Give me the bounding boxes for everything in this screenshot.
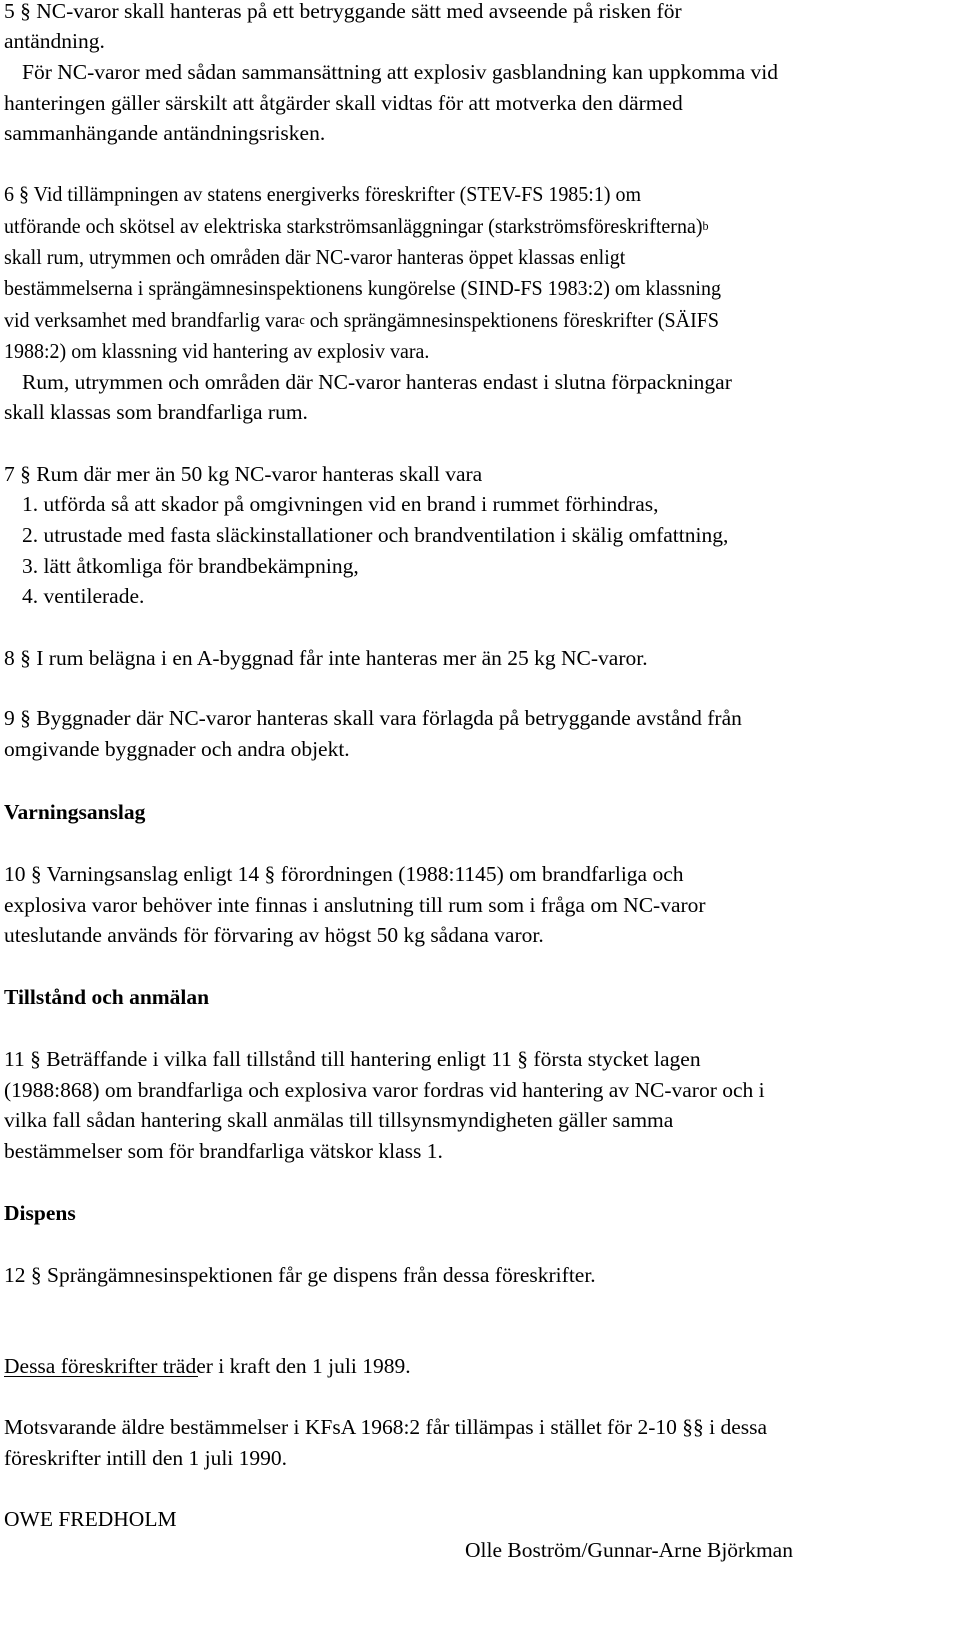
section-heading: Tillstånd och anmälan bbox=[4, 985, 210, 1009]
section-heading: Varningsanslag bbox=[4, 800, 146, 824]
p6-line: skall rum, utrymmen och områden där NC-varor hanteras öppet klassas enligt bbox=[4, 245, 626, 269]
p11-line: (1988:868) om brandfarliga och explosiva varor fordras vid hantering av NC-varor och i bbox=[4, 1078, 765, 1102]
list-item: 2. utrustade med fasta släckinstallationer och brandventilation i skälig omfattning, bbox=[22, 523, 729, 547]
p6-text: och sprängämnesinspektionens föreskrifter (SÄIFS bbox=[304, 308, 720, 332]
p10-line: uteslutande används för förvaring av högst 50 kg sådana varor. bbox=[4, 923, 544, 947]
p6-text: vid verksamhet med brandfarlig vara bbox=[4, 308, 300, 332]
p9-line: omgivande byggnader och andra objekt. bbox=[4, 737, 350, 761]
p6-line: skall klassas som brandfarliga rum. bbox=[4, 400, 308, 424]
footnote-marker: b bbox=[702, 218, 709, 233]
p10-line: explosiva varor behöver inte finnas i anslutning till rum som i fråga om NC-varor bbox=[4, 893, 706, 917]
p5-line: sammanhängande antändningsrisken. bbox=[4, 121, 326, 145]
p11-line: vilka fall sådan hantering skall anmälas till tillsynsmyndigheten gäller samma bbox=[4, 1108, 674, 1132]
p5-line: hanteringen gäller särskilt att åtgärder skall vidtas för att motverka den därmed bbox=[4, 91, 683, 115]
p11-line: bestämmelser som för brandfarliga vätskor klass 1. bbox=[4, 1139, 443, 1163]
effective-date-line: Dessa föreskrifter träder i kraft den 1 juli 1989. bbox=[4, 1354, 411, 1378]
footnote-marker: c bbox=[299, 312, 305, 327]
p5-line: För NC-varor med sådan sammansättning att explosiv gasblandning kan uppkomma vid bbox=[22, 60, 778, 84]
signature-right: Olle Boström/Gunnar-Arne Björkman bbox=[465, 1538, 793, 1562]
list-item: 1. utförda så att skador på omgivningen vid en brand i rummet förhindras, bbox=[22, 492, 659, 516]
p9-line: 9 § Byggnader där NC-varor hanteras skall vara förlagda på betryggande avstånd från bbox=[4, 706, 742, 730]
p5-line: antändning. bbox=[4, 29, 105, 53]
p6-line: Rum, utrymmen och områden där NC-varor hanteras endast i slutna förpackningar bbox=[22, 370, 732, 394]
p8-line: 8 § I rum belägna i en A-byggnad får inte hanteras mer än 25 kg NC-varor. bbox=[4, 646, 648, 670]
p6-line bbox=[4, 211, 709, 241]
p6-text: utförande och skötsel av elektriska starkströmsanläggningar (starkströmsföreskrifterna) bbox=[4, 214, 703, 238]
section-heading: Dispens bbox=[4, 1201, 76, 1225]
transition-line: Motsvarande äldre bestämmelser i KFsA 1968:2 får tillämpas i stället för 2-10 §§ i dessa bbox=[4, 1415, 768, 1439]
p5-line: 5 § NC-varor skall hanteras på ett betryggande sätt med avseende på risken för bbox=[4, 0, 682, 23]
p10-line: 10 § Varningsanslag enligt 14 § förordningen (1988:1145) om brandfarliga och bbox=[4, 862, 684, 886]
p6-line bbox=[4, 305, 719, 335]
list-item: 4. ventilerade. bbox=[22, 584, 145, 608]
p6-line: 1988:2) om klassning vid hantering av explosiv vara. bbox=[4, 339, 430, 363]
p7-intro: 7 § Rum där mer än 50 kg NC-varor hanteras skall vara bbox=[4, 462, 483, 486]
p6-line: bestämmelserna i sprängämnesinspektionens kungörelse (SIND-FS 1983:2) om klassning bbox=[4, 276, 721, 300]
p11-line: 11 § Beträffande i vilka fall tillstånd till hantering enligt 11 § första stycket lagen bbox=[4, 1047, 701, 1071]
list-item: 3. lätt åtkomliga för brandbekämpning, bbox=[22, 554, 359, 578]
p12-line: 12 § Sprängämnesinspektionen får ge dispens från dessa föreskrifter. bbox=[4, 1263, 596, 1287]
p6-line: 6 § Vid tillämpningen av statens energiverks föreskrifter (STEV-FS 1985:1) om bbox=[4, 182, 642, 206]
transition-line: föreskrifter intill den 1 juli 1990. bbox=[4, 1446, 288, 1470]
signature-left: OWE FREDHOLM bbox=[4, 1507, 177, 1531]
